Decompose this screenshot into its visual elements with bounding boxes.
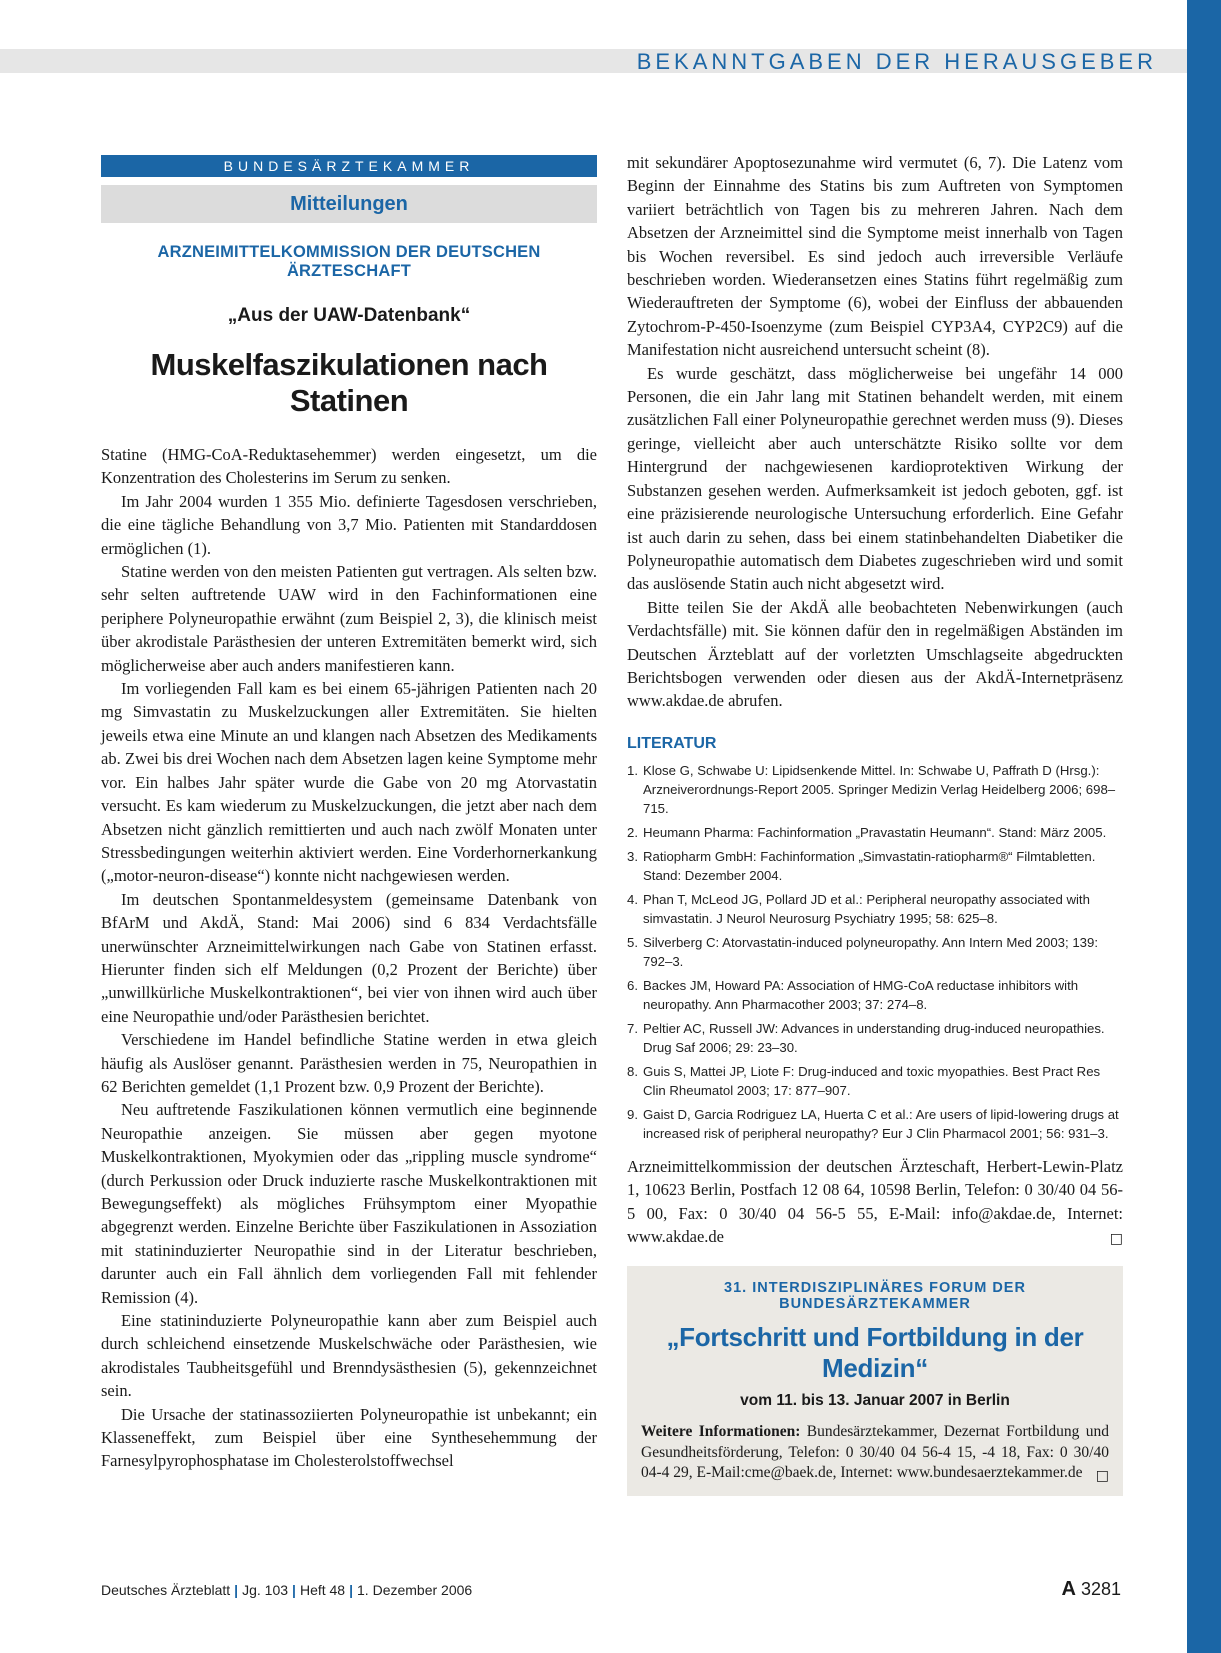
literature-list bbox=[627, 761, 1123, 1143]
paragraph: Statine (HMG-CoA-Reduktasehemmer) werden eingesetzt, um die Konzentration des Cholesterins im Serum zu senken. bbox=[101, 445, 597, 488]
paragraph: mit sekundärer Apoptosezunahme wird vermutet (6, 7). Die Latenz vom Beginn der Einnahme des Statins bis zum Auftreten von Symptomen variiert beträchtlich von Tagen bis zu mehreren Jahren. Nach dem Absetzen der Arzneimittel sind die Symptome meist innerhalb von Tagen bis Wochen reversibel. Es sind jedoch auch irreversible Verläufe beschrieben worden. Wiederansetzen eines Statins führt regelmäßig zum Wiederauftreten der Symptome (6), wobei der Einfluss der abbauenden Zytochrom-P-450-Isoenzyme (zum Beispiel CYP3A4, CYP2C9) auf die Manifestation nicht ausreichend untersucht scheint (8). bbox=[627, 153, 1123, 360]
list-item: 5. Silverberg C: Atorvastatin-induced polyneuropathy. Ann Intern Med 2003; 139: 792–3. bbox=[627, 934, 1099, 969]
paragraph: Im Jahr 2004 wurden 1 355 Mio. definierte Tagesdosen verschrieben, die eine tägliche Behandlung von 3,7 Mio. Patienten mit Standarddosen ermöglichen (1). bbox=[101, 491, 597, 558]
paragraph: Die Ursache der statinassoziierten Polyneuropathie ist unbekannt; ein Klasseneffekt, zum Beispiel über eine Synthesehemmung der Farnesylpyrophosphatase im Cholesterolstoffwechsel bbox=[101, 1404, 597, 1471]
paragraph: Eine statininduzierte Polyneuropathie kann aber zum Beispiel auch durch schleichend einsetzende Muskelschwäche oder Parästhesien, wie akrodistales Taubheitsgefühl und Brenndysästhesien (5), gekennzeichnet sein. bbox=[101, 1311, 597, 1401]
list-item: 4. Phan T, McLeod JG, Pollard JD et al.: Peripheral neuropathy associated with simvastatin. J Neurol Neurosurg Psychiatry 1995; 58: 625–8. bbox=[627, 891, 1090, 926]
list-item: 6. Backes JM, Howard PA: Association of HMG-CoA reductase inhibitors with neuropathy. Ann Pharmacother 2003; 37: 274–8. bbox=[627, 977, 1079, 1012]
page-number-value: 3281 bbox=[1080, 1579, 1121, 1599]
paragraph: Neu auftretende Faszikulationen können vermutlich eine beginnende Neuropathie anzeigen. Sie müssen aber gegen myotone Muskelkontraktionen, Myokymien oder das „rippling muscle syndrome“ (durch Perkussion oder Druck induzierte rasche Muskelkontraktionen mit Bewegungseffekt) als mögliches Frühsymptom einer Myopathie abgegrenzt werden. Einzelne Berichte über Faszikulationen in Assoziation mit statininduzierter Neuropathie sind in der Literatur beschrieben, darunter auch ein Fall ähnlich dem vorliegenden Fall mit fehlender Remission (4). bbox=[101, 1100, 597, 1307]
list-item: 3. Ratiopharm GmbH: Fachinformation „Simvastatin-ratiopharm®“ Filmtabletten. Stand: Dezember 2004. bbox=[627, 848, 1096, 883]
forum-date: vom 11. bis 13. Januar 2007 in Berlin bbox=[740, 1392, 1010, 1410]
list-item: 7. Peltier AC, Russell JW: Advances in understanding drug-induced neuropathies. Drug Saf 2006; 29: 23–30. bbox=[627, 1020, 1105, 1055]
left-column bbox=[101, 155, 597, 1473]
series-title: „Aus der UAW-Datenbank“ bbox=[227, 305, 471, 326]
footer-citation bbox=[101, 1582, 472, 1598]
paragraph: Statine werden von den meisten Patienten gut vertragen. Als selten bzw. sehr selten auftretende UAW wird in den Fachinformationen eine periphere Polyneuropathie erwähnt (zum Beispiel 2, 3), die klinisch meist über akrodistale Parästhesien der unteren Extremitäten bemerkt wird, sich möglicherweise aber auch anders manifestieren kann. bbox=[101, 562, 597, 675]
issue: Heft 48 bbox=[299, 1582, 346, 1598]
list-item: 8. Guis S, Mattei JP, Liote F: Drug-induced and toxic myopathies. Best Pract Res Clin Rheumatol 2003; 17: 877–907. bbox=[627, 1063, 1101, 1098]
right-body bbox=[627, 151, 1123, 713]
paragraph: Im vorliegenden Fall kam es bei einem 65-jährigen Patienten nach 20 mg Simvastatin zu Muskelzuckungen aller Extremitäten. Sie hielten jeweils etwa eine Minute an und klangen nach Absetzen des Medikaments ab. Zwei bis drei Wochen nach dem Absetzen lagen keine Symptome mehr vor. Ein halbes Jahr später wurde die Gabe von 20 mg Atorvastatin versucht. Es kam wiederum zu Muskelzuckungen, die jetzt aber nach dem Absetzen nicht gänzlich remittierten und auch nach zwölf Monaten unter Stressbedingungen weiterhin aktiviert werden. Eine Vorderhornerkankung („motor-neuron-disease“) konnte nicht nachgewiesen werden. bbox=[101, 679, 597, 886]
right-column bbox=[627, 151, 1123, 1496]
end-mark: □ bbox=[1095, 1468, 1109, 1485]
separator: | bbox=[292, 1582, 296, 1598]
literature-heading: LITERATUR bbox=[627, 734, 717, 752]
list-item: 1. Klose G, Schwabe U: Lipidsenkende Mittel. In: Schwabe U, Paffrath D (Hrsg.): Arzneiverordnungs-Report 2005. Springer Medizin Verlag Heidelberg 2006; 698–715. bbox=[627, 762, 1116, 816]
paragraph: Verschiedene im Handel befindliche Statine werden in etwa gleich häufig als Auslöser genannt. Parästhesien werden in 75, Neuropathien in 62 Berichten gemeldet (1,1 Prozent bzw. 0,9 Prozent der Berichte). bbox=[101, 1030, 597, 1096]
left-body bbox=[101, 443, 597, 1473]
forum-box bbox=[627, 1266, 1123, 1496]
commission-heading: ARZNEIMITTELKOMMISSION DER DEUTSCHEN ÄRZTESCHAFT bbox=[157, 243, 541, 280]
page-number bbox=[1061, 1578, 1121, 1601]
side-stripe bbox=[1187, 0, 1221, 1653]
forum-info-label: Weitere Informationen: bbox=[641, 1423, 801, 1441]
paragraph: Bitte teilen Sie der AkdÄ alle beobachteten Nebenwirkungen (auch Verdachtsfälle) mit. Sie können dafür den in regelmäßigen Abständen im Deutschen Ärzteblatt auf der vorletzten Umschlagseite abgedruckten Berichtsbogen verwenden oder diesen aus der AkdÄ-Internetpräsenz www.akdae.de abrufen. bbox=[627, 597, 1123, 711]
journal-name: Deutsches Ärzteblatt bbox=[101, 1582, 231, 1598]
issue-date: 1. Dezember 2006 bbox=[357, 1582, 473, 1598]
section-heading: BEKANNTGABEN DER HERAUSGEBER bbox=[636, 49, 1157, 74]
article-title: Muskelfaszikulationen nach Statinen bbox=[150, 347, 548, 418]
contact-info: Arzneimittelkommission der deutschen Ärzteschaft, Herbert-Lewin-Platz 1, 10623 Berlin, Postfach 12 08 64, 10598 Berlin, Telefon: 0 30/40 04 56-5 00, Fax: 0 30/40 04 56-5 55, E-Mail: info@akdae.de, Internet: www.akdae.de □ bbox=[627, 1155, 1123, 1249]
forum-info-text: Bundesärztekammer, Dezernat Fortbildung und Gesundheitsförderung, Telefon: 0 30/40 04 56-4 15, -4 18, Fax: 0 30/40 04-4 29, E-Mail:cme@baek.de, Internet: www.bundesaerztekammer.de bbox=[641, 1423, 1109, 1482]
forum-title: „Fortschritt und Fortbildung in der Medizin“ bbox=[666, 1322, 1084, 1384]
end-mark: □ bbox=[1109, 1230, 1123, 1247]
forum-info bbox=[641, 1422, 1109, 1484]
list-item: 2. Heumann Pharma: Fachinformation „Pravastatin Heumann“. Stand: März 2005. bbox=[627, 824, 1107, 840]
category-bar: Mitteilungen bbox=[101, 185, 597, 223]
page-letter: A bbox=[1061, 1578, 1076, 1600]
volume: Jg. 103 bbox=[242, 1582, 289, 1598]
paragraph: Es wurde geschätzt, dass möglicherweise bei ungefähr 14 000 Personen, die ein Jahr lang mit Statinen behandelt werden, mit einem zusätzlichen Fall einer Polyneuropathie gerechnet werden muss (9). Dieses geringe, vielleicht aber auch unterschätzte Risiko sollte vor dem Hintergrund der nachgewiesenen kardioprotektiven Wirkung der Substanzen gesehen werden. Aufmerksamkeit ist jedoch geboten, ggf. ist eine präzisierende neurologische Untersuchung erforderlich. Eine Gefahr ist auch darin zu sehen, dass bei einem statinbehandelten Diabetiker die Polyneuropathie automatisch dem Diabetes zugeschrieben wird und somit das auslösende Statin auch nicht abgesetzt wird. bbox=[627, 363, 1123, 594]
separator: | bbox=[349, 1582, 354, 1598]
forum-heading: 31. INTERDISZIPLINÄRES FORUM DER BUNDESÄRZTEKAMMER bbox=[724, 1280, 1026, 1313]
paragraph: Im deutschen Spontanmeldesystem (gemeinsame Datenbank von BfArM und AkdÄ, Stand: Mai 2006) sind 6 834 Verdachtsfälle unerwünschter Arzneimittelwirkungen nach Gabe von Statinen erfasst. Hierunter finden sich elf Meldungen (0,2 Prozent der Berichte) über „unwillkürliche Muskelkontraktionen“, bei vier von ihnen wird auch über eine Neuropathie und/oder Parästhesien berichtet. bbox=[101, 889, 597, 1026]
org-bar: BUNDESÄRZTEKAMMER bbox=[101, 155, 597, 177]
list-item: 9. Gaist D, Garcia Rodriguez LA, Huerta C et al.: Are users of lipid-lowering drugs at increased risk of peripheral neuropathy? Eur J Clin Pharmacol 2001; 56: 931–3. bbox=[627, 1106, 1119, 1141]
separator: | bbox=[234, 1582, 239, 1598]
